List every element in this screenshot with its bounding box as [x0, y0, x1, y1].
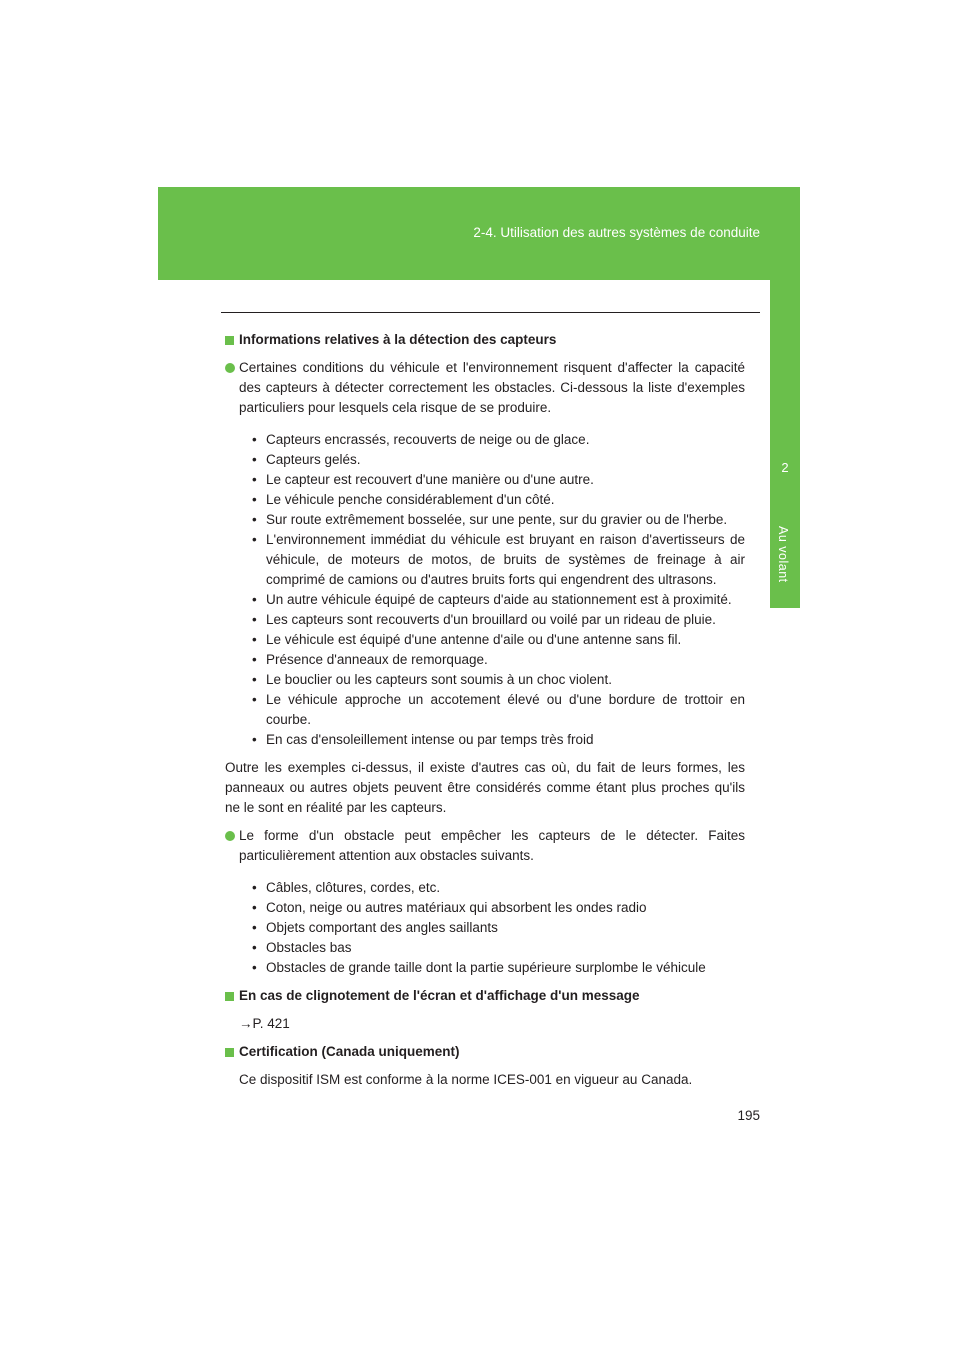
body-paragraph: Ce dispositif ISM est conforme à la norme ICES-001 en vigueur au Canada.: [239, 1072, 693, 1087]
square-bullet-icon: [225, 336, 234, 345]
section-title: 2-4. Utilisation des autres systèmes de conduite: [473, 225, 760, 240]
round-bullet-icon: [225, 831, 235, 841]
page-reference: →P. 421: [239, 1016, 290, 1031]
list-item: • Objets comportant des angles saillants: [225, 918, 745, 938]
list-item: • Le véhicule est équipé d'une antenne d'aile ou d'une antenne sans fil.: [225, 630, 745, 650]
section-heading: Certification (Canada uniquement): [225, 1042, 745, 1062]
list-item: • Présence d'anneaux de remorquage.: [225, 650, 745, 670]
list-item: • Les capteurs sont recouverts d'un brouillard ou voilé par un rideau de pluie.: [225, 610, 745, 630]
round-bullet-paragraph: Certaines conditions du véhicule et l'environnement risquent d'affecter la capacité des capteurs à détecter correctement les obstacles. Ci-dessous la liste d'exemples particuliers pour lesquels cela risque de se produire.: [225, 358, 745, 418]
list-item: • En cas d'ensoleillement intense ou par temps très froid: [225, 730, 745, 750]
list-item: • L'environnement immédiat du véhicule est bruyant en raison d'avertisseurs de véhicule, de moteurs de motos, de bruits de systèmes de freinage à air comprimé de camions ou d'autres bruits forts qui engendrent des ultrasons.: [225, 530, 745, 590]
list-item: • Obstacles bas: [225, 938, 745, 958]
obstacle-list: [225, 878, 745, 978]
list-item: • Le véhicule penche considérablement d'un côté.: [225, 490, 745, 510]
list-item: • Capteurs gelés.: [225, 450, 745, 470]
square-bullet-icon: [225, 992, 234, 1001]
list-item: • Capteurs encrassés, recouverts de neige ou de glace.: [225, 430, 745, 450]
list-item: • Le bouclier ou les capteurs sont soumis à un choc violent.: [225, 670, 745, 690]
list-item: • Le capteur est recouvert d'une manière ou d'une autre.: [225, 470, 745, 490]
list-item: • Câbles, clôtures, cordes, etc.: [225, 878, 745, 898]
list-item: • Un autre véhicule équipé de capteurs d'aide au stationnement est à proximité.: [225, 590, 745, 610]
divider-line: [221, 312, 760, 313]
body-paragraph: Outre les exemples ci-dessus, il existe d'autres cas où, du fait de leurs formes, les panneaux ou autres objets peuvent être considérés comme étant plus proches qu'ils ne le sont en réalité par les capteurs.: [225, 760, 745, 815]
header-band: [158, 187, 800, 280]
section-heading: Informations relatives à la détection des capteurs: [225, 330, 745, 350]
chapter-tab: [770, 280, 800, 608]
square-bullet-icon: [225, 1048, 234, 1057]
round-bullet-paragraph: Le forme d'un obstacle peut empêcher les capteurs de le détecter. Faites particulièrement attention aux obstacles suivants.: [225, 826, 745, 866]
section-heading: En cas de clignotement de l'écran et d'affichage d'un message: [225, 986, 745, 1006]
page-content: [225, 330, 745, 1096]
page-number: 195: [737, 1108, 760, 1123]
condition-list: [225, 430, 745, 750]
list-item: • Le véhicule approche un accotement élevé ou d'une bordure de trottoir en courbe.: [225, 690, 745, 730]
round-bullet-icon: [225, 363, 235, 373]
list-item: • Obstacles de grande taille dont la partie supérieure surplombe le véhicule: [225, 958, 745, 978]
list-item: • Sur route extrêmement bosselée, sur une pente, sur du gravier ou de l'herbe.: [225, 510, 745, 530]
chapter-label: Au volant: [776, 526, 790, 583]
list-item: • Coton, neige ou autres matériaux qui absorbent les ondes radio: [225, 898, 745, 918]
chapter-number: 2: [781, 460, 789, 475]
